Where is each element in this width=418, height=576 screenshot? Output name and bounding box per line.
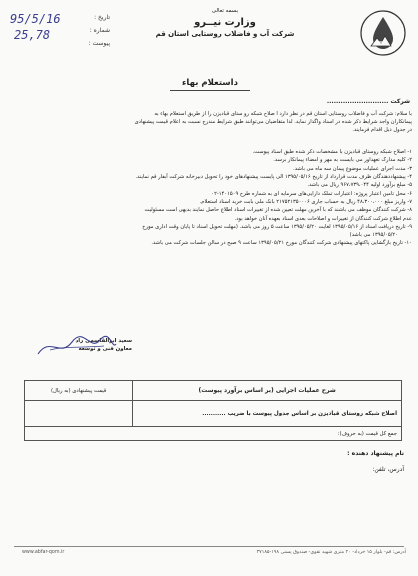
signer-name: سعید ابوالقاسمی راد (75, 338, 132, 344)
condition-item: ۷- واریز مبلغ ۴۸،۳۰۰،۰۰۰ ریال به حساب جاری ۲۱۷۵۲۱۳۵۰۰۰۶ بانک ملی بابت خرید اسناد استعلام. (199, 198, 412, 205)
condition-item: ۱- اصلاح شبکه روستای قبادیزن با مشخصات ذکر شده طبق اسناد پیوست. (252, 149, 412, 155)
table-row (25, 427, 402, 441)
intro-line: پیمانکاران واجد شرایط ذکر شده در اسناد واگذار نماید. لذا متقاضیان می‌توانند طبق شرایط مندرج نسبت به اعلام قیمت پیشنهادی (134, 119, 412, 126)
footer-website[interactable]: www.abfar-qom.ir (22, 550, 65, 555)
condition-item: ۱۰- تاریخ بازگشایی پاکتهای پیشنهادی شرکت کنندگان مورخ ۱۳۹۵/۰۵/۲۱ ساعت ۹ صبح در سالن جلسات شرکت می باشد. (151, 240, 412, 247)
attachment-label: پیوست : (88, 40, 110, 47)
intro-line: با سلام: شرکت آب و فاضلاب روستایی استان قم در نظر دارد ا صلاح شبکه رو ستای قبادیزن را از طریق استعلام بهاء به (154, 111, 412, 117)
drop-logo-icon (358, 8, 408, 58)
condition-item: ۲- کلیه مدارک تعهداور می بایست به مهر و امضاء پیمانکار برسد. (273, 157, 412, 164)
title-underline (170, 90, 250, 91)
footer-address: آدرس: قم- بلوار ۱۵ خرداد- ۲۰ متری شهید تقوی- صندوق پستی ۱۹۸-۳۷۱۸۵ (256, 550, 406, 555)
company-logo (358, 8, 408, 58)
conditions-list (28, 148, 412, 248)
footer-divider (14, 546, 404, 547)
condition-item: عدم اطلاع شرکت کنندگان از تغییرات و اصلاحات بعدی اسناد بعهده آنان خواهد بود. (234, 215, 412, 222)
condition-item: ۴- پیشنهاددهندگان ظرف مدت قرارداد از تاریخ ۱۳۹۵/۰۵/۱۶ الی پایست پیشنهادهای خود را تحویل دبیرخانه شرکت آبفار قم نمایند. (135, 173, 412, 180)
company-name: شرکت آب و فاضلاب روستایی استان قم (155, 30, 295, 38)
bidder-name-label: نام پیشنهاد دهنده : (347, 450, 404, 457)
bidder-address-label: آدرس، تلفن: (372, 466, 404, 473)
handwritten-number: 25,78 (14, 28, 51, 42)
intro-paragraph (30, 110, 412, 134)
doc-title: داستعلام بهاء (182, 78, 238, 88)
condition-item: ۵- مبلغ برآورد اولیه ۹۶۷،۷۳۹،۰۴۴ ریال می باشد. (307, 182, 412, 189)
signature-scribble (30, 332, 120, 362)
table-cell-description: اصلاح شبکه روستای قبادیزن بر اساس جدول پیوست با ضریب ........... (133, 401, 402, 427)
number-label: شماره : (89, 27, 110, 34)
condition-item: ۳- مدت اجرای عملیات موضوع پیمان سه ماه می باشد. (293, 165, 412, 172)
intro-line: در جدول ذیل اقدام فرمایند. (352, 127, 412, 134)
letterhead (155, 8, 295, 38)
condition-item: ۱۳۹۵/۰۵/۲۰ می باشد) (349, 232, 398, 239)
table-cell-total-words: جمع کل قیمت (به حروف): (25, 427, 402, 441)
estimate-table (24, 380, 402, 441)
condition-item: ۶- محل تامین اعتبار پروژه: اعتبارات تملک دارایی‌های سرمایه ای به شماره طرح ۱۴۰۱۵۰۹-۰۲ (211, 190, 412, 197)
handwritten-date: 95/5/16 (10, 12, 61, 26)
table-cell-price[interactable] (25, 401, 133, 427)
date-label: تاریخ : (94, 14, 110, 21)
table-row (25, 401, 402, 427)
ministry-name: وزارت نیــرو (194, 17, 256, 28)
bismillah: بسمه تعالی (211, 8, 239, 14)
table-header-row (25, 381, 402, 401)
condition-item: ۸- شرکت کنندگان موظف می باشند که با آخرین مهلت تعیین شده از تغییرات اسناد اطلاع حاصل نمایند بدیهی است مسئولیت (144, 207, 412, 214)
salutation: شرکت ........................... (326, 98, 410, 105)
condition-item: ۹- تاریخ دریافت اسناد از ۱۳۹۵/۰۵/۱۶ لغایت ۱۳۹۵/۰۵/۲۰ ساعت ۵ روز می باشد. (مهلت تحویل اسناد تا پایان وقت اداری مورخ (142, 223, 412, 230)
table-header-price: قیمت پیشنهادی (به ریال) (25, 381, 133, 401)
signer-title: معاون فنی و توسعه (78, 345, 132, 352)
table-header-description: شرح عملیات اجرایی (بر اساس برآورد پیوست) (133, 381, 402, 401)
